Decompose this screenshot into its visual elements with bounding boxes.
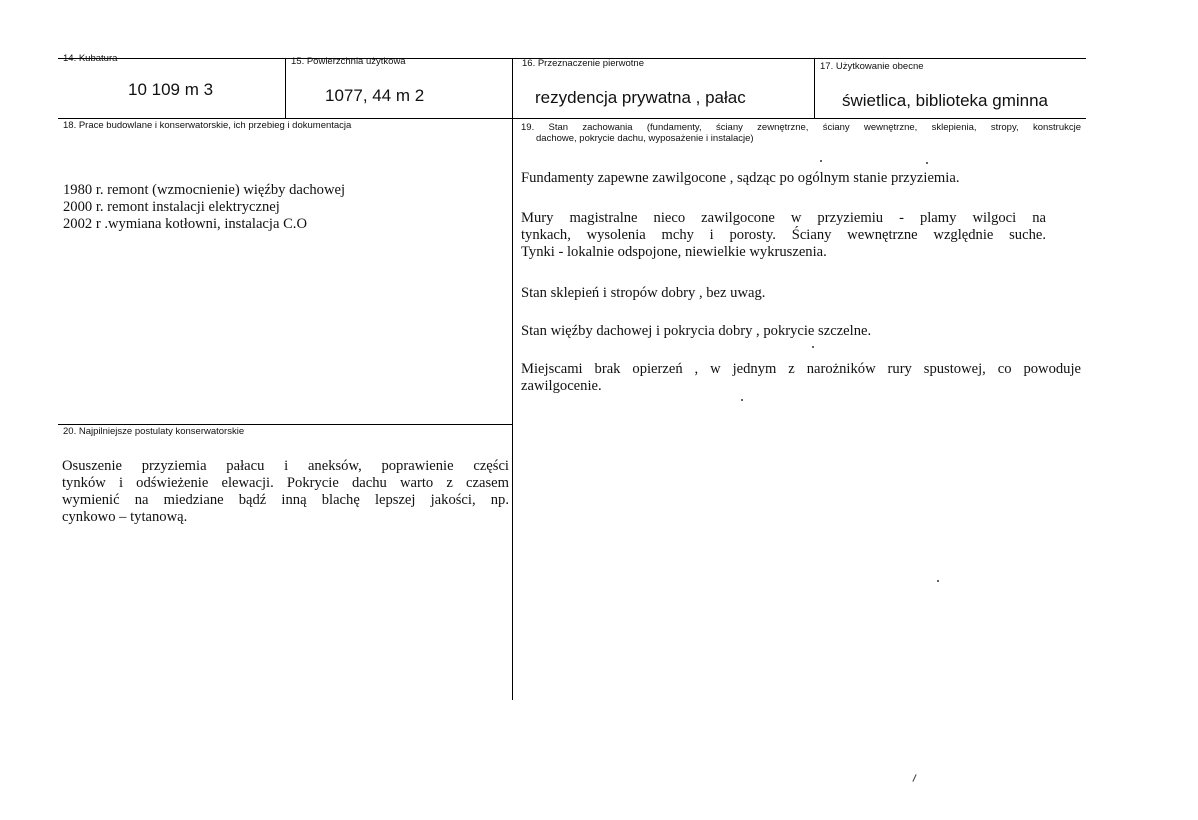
f19-line: Tynki - lokalnie odspojone, niewielkie wykruszenia. [521,244,827,260]
f18-line: 2000 r. remont instalacji elektrycznej [63,199,280,215]
f19-paragraph-4 [521,323,1046,340]
f14-label: 14. Kubatura [63,53,118,64]
scan-speck [820,160,822,162]
f20-line: Osuszenie przyziemia pałacu i aneksów, poprawienie części [62,458,509,474]
f19-line: Stan więźby dachowej i pokrycia dobry , pokrycie szczelne. [521,323,872,339]
f19-line: Fundamenty zapewne zawilgocone , sądząc po ogólnym stanie przyziemia. [521,170,960,186]
f19-line: Stan sklepień i stropów dobry , bez uwag. [521,285,766,301]
f20-text [62,458,509,526]
f16-value: rezydencja prywatna , pałac [535,88,746,107]
f18-line: 2002 r .wymiana kotłowni, instalacja C.O [63,216,307,232]
f19-paragraph-5 [521,361,1081,395]
f19-line: Mury magistralne nieco zawilgocone w przyziemiu - plamy wilgoci na [521,210,1046,226]
f19-line: zawilgocenie. [521,378,602,394]
f17-label: 17. Użytkowanie obecne [820,61,924,72]
f18-label: 18. Prace budowlane i konserwatorskie, ich przebieg i dokumentacja [63,120,352,131]
f18-line: 1980 r. remont (wzmocnienie) więźby dachowej [63,182,346,198]
f18-text [63,182,503,233]
scan-speck [926,162,928,164]
f20-label: 20. Najpilniejsze postulaty konserwatorskie [63,426,245,437]
divider-16-17 [814,58,815,118]
f19-label-line1: 19. Stan zachowania (fundamenty, ściany zewnętrzne, ściany wewnętrzne, sklepienia, stropy, konstrukcje [521,122,1081,133]
f15-value: 1077, 44 m 2 [325,86,425,105]
f19-line: Miejscami brak opierzeń , w jednym z narożników rury spustowej, co powoduje [521,361,1081,377]
divider-14-15 [285,58,286,118]
scan-mark [912,774,916,782]
f17-value: świetlica, biblioteka gminna [842,91,1048,110]
f14-value: 10 109 m 3 [128,80,214,99]
scan-speck [741,399,743,401]
f20-top-border [58,424,513,425]
scan-speck [812,346,814,348]
f19-paragraph-3 [521,285,1046,302]
f20-line: cynkowo – tytanową. [62,509,188,525]
scan-speck [937,580,939,582]
f19-label [521,122,1081,144]
f20-line: tynków i odświeżenie elewacji. Pokrycie dachu warto z czasem [62,475,509,491]
f19-label-line2: dachowe, pokrycie dachu, wyposażenie i instalacje) [536,133,754,144]
row1-bottom-border [58,118,1086,119]
f20-line: wymienić na miedziane bądź inną blachę lepszej jakości, np. [62,492,509,508]
main-vertical-divider [512,58,513,700]
f19-paragraph-2 [521,210,1046,261]
f16-label: 16. Przeznaczenie pierwotne [522,58,644,69]
f19-line: tynkach, wysolenia mchy i porosty. Ściany wewnętrzne względnie suche. [521,227,1046,243]
f15-label: 15. Powierzchnia użytkowa [291,56,406,67]
f19-paragraph-1 [521,170,1046,187]
